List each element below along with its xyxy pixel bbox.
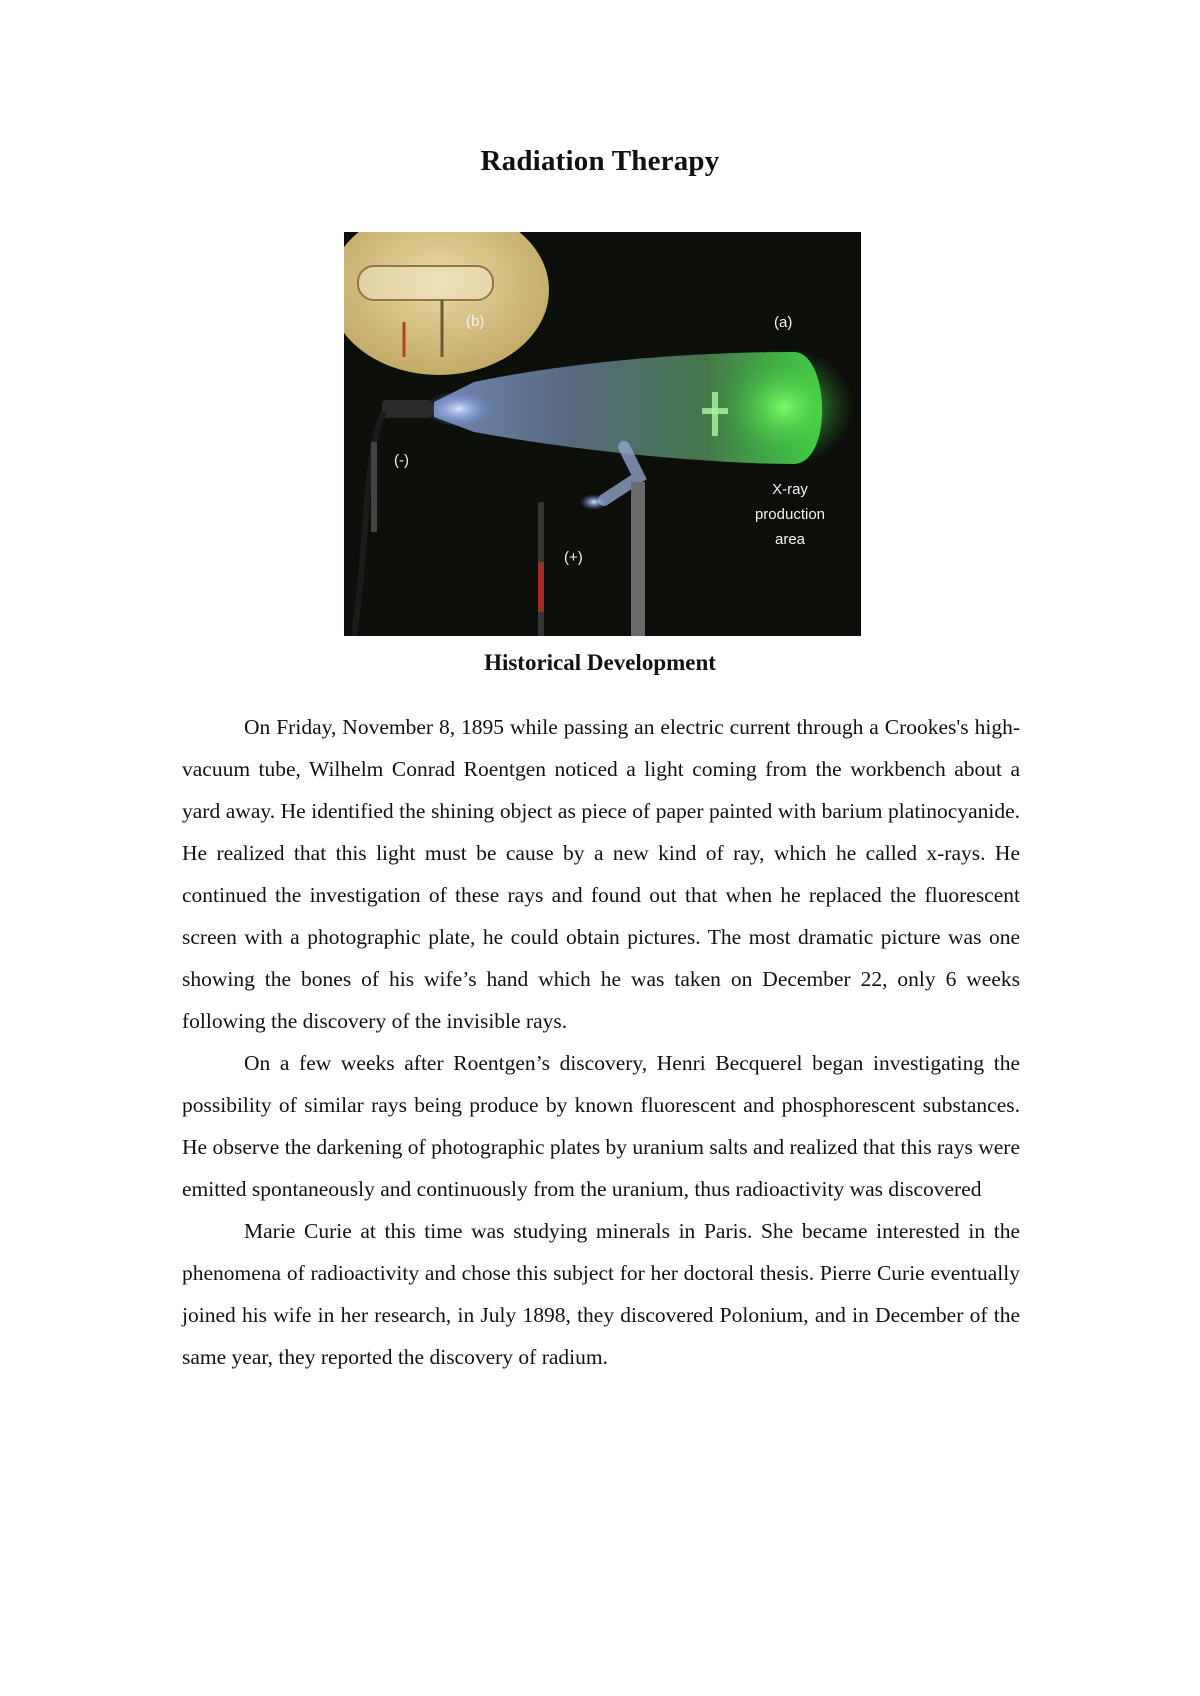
- paragraph: On Friday, November 8, 1895 while passing an electric current through a Crookes's high-vacuum tube, Wilhelm Conrad Roentgen noticed a light coming from the workbench about a yard away. He identified the shining object as piece of paper painted with barium platinocyanide. He realized that this light must be cause by a new kind of ray, which he called x-rays. He continued the investigation of these rays and found out that when he replaced the fluorescent screen with a photographic plate, he could obtain pictures. The most dramatic picture was one showing the bones of his wife’s hand which he was taken on December 22, only 6 weeks following the discovery of the invisible rays.: [182, 715, 1020, 1033]
- cathode-connector: [382, 400, 432, 418]
- label-minus: (-): [394, 452, 409, 469]
- cathode-glow: [424, 391, 494, 427]
- label-area-line-3: area: [774, 531, 806, 548]
- label-area-line-2: production: [754, 506, 826, 523]
- paragraph: On a few weeks after Roentgen’s discovery, Henri Becquerel began investigating the possibility of similar rays being produce by known fluorescent and phosphorescent substances. He observe the darkening of photographic plates by uranium salts and realized that this rays were emitted spontaneously and continuously from the uranium, thus radioactivity was discovered: [182, 1051, 1020, 1201]
- paragraph: Marie Curie at this time was studying minerals in Paris. She became interested in the phenomena of radioactivity and chose this subject for her doctoral thesis. Pierre Curie eventually joined his wife in her research, in July 1898, they discovered Polonium, and in December of the same year, they reported the discovery of radium.: [182, 1219, 1020, 1369]
- body-text: [182, 706, 1020, 1378]
- page-title: Radiation Therapy: [480, 145, 720, 177]
- tube-stand: [631, 482, 645, 636]
- label-plus: (+): [564, 549, 583, 566]
- label-area-line-1: X-ray: [772, 481, 808, 498]
- label-a: (a): [774, 314, 793, 331]
- crookes-tube-photo: [344, 232, 861, 636]
- crookes-tube-illustration: [344, 232, 861, 636]
- inset-tube: [358, 266, 493, 300]
- label-b: (b): [466, 313, 485, 330]
- inset-photo: [344, 232, 549, 375]
- green-glow: [714, 347, 854, 467]
- section-heading: Historical Development: [484, 650, 716, 675]
